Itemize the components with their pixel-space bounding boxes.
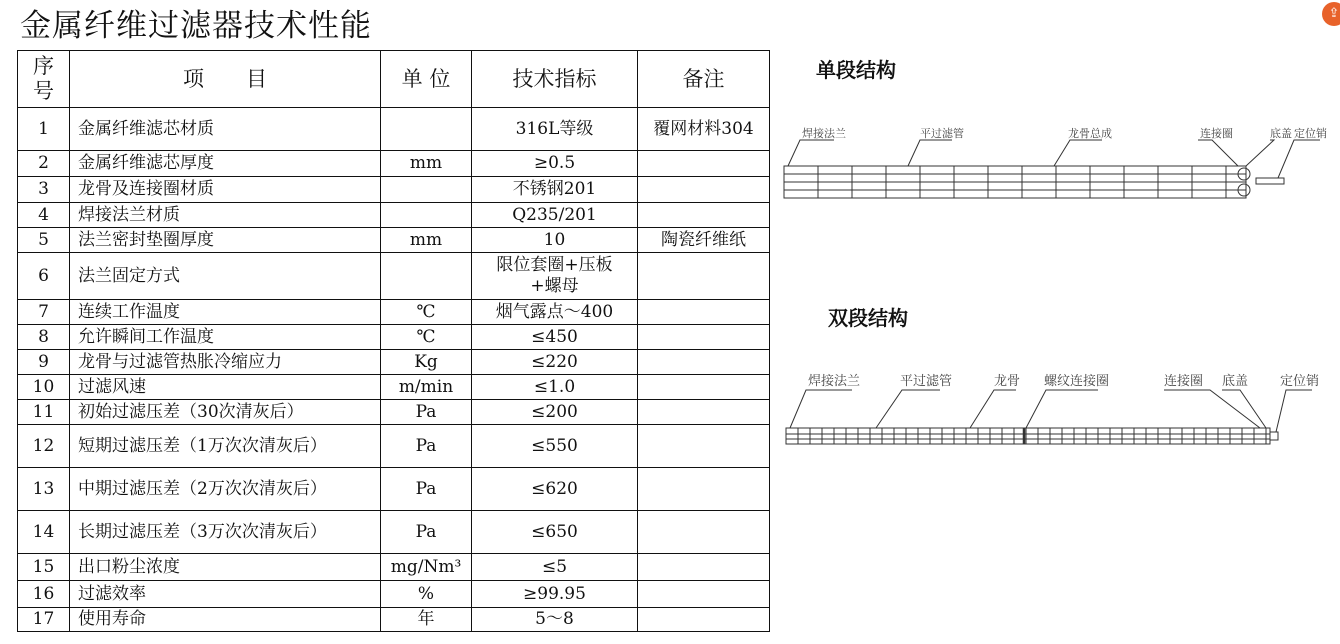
row-number: 11 [18, 400, 70, 425]
table-row [18, 554, 770, 581]
row-number: 1 [18, 108, 70, 151]
table-row [18, 177, 770, 203]
table-row [18, 375, 770, 400]
row-note: 覆网材料304 [638, 108, 770, 151]
row-note [638, 400, 770, 425]
header-item: 项 目 [70, 51, 381, 108]
row-unit [381, 177, 472, 203]
double-section-title: 双段结构 [828, 306, 908, 330]
row-item: 长期过滤压差（3万次次清灰后） [70, 511, 381, 554]
double-label-ring: 连接圈 [1164, 374, 1204, 389]
table-row [18, 350, 770, 375]
double-label-flange: 焊接法兰 [808, 374, 861, 389]
table-row [18, 108, 770, 151]
row-unit: mm [381, 228, 472, 253]
row-unit: Kg [381, 350, 472, 375]
row-spec: ≤200 [472, 400, 638, 425]
row-number: 2 [18, 151, 70, 177]
table-row [18, 400, 770, 425]
double-label-pin: 定位销 [1280, 374, 1320, 389]
row-spec: ≤620 [472, 468, 638, 511]
row-number: 8 [18, 325, 70, 350]
row-spec: 5～8 [472, 608, 638, 632]
row-number: 4 [18, 203, 70, 228]
row-item: 连续工作温度 [70, 300, 381, 325]
row-number: 5 [18, 228, 70, 253]
row-unit: 年 [381, 608, 472, 632]
row-spec: ≥0.5 [472, 151, 638, 177]
row-unit: mm [381, 151, 472, 177]
row-item: 龙骨与过滤管热胀冷缩应力 [70, 350, 381, 375]
row-item: 法兰固定方式 [70, 253, 381, 300]
row-item: 短期过滤压差（1万次次清灰后） [70, 425, 381, 468]
row-item: 使用寿命 [70, 608, 381, 632]
double-label-cage: 龙骨 [994, 374, 1021, 389]
row-spec: ≤5 [472, 554, 638, 581]
row-item: 过滤效率 [70, 581, 381, 608]
row-number: 17 [18, 608, 70, 632]
row-unit: Pa [381, 400, 472, 425]
table-row [18, 300, 770, 325]
row-unit: Pa [381, 425, 472, 468]
row-number: 13 [18, 468, 70, 511]
row-unit [381, 108, 472, 151]
table-row [18, 425, 770, 468]
row-unit [381, 253, 472, 300]
double-label-thread-ring: 螺纹连接圈 [1044, 374, 1110, 389]
row-item: 过滤风速 [70, 375, 381, 400]
row-number: 3 [18, 177, 70, 203]
table-row [18, 581, 770, 608]
page-title: 金属纤维过滤器技术性能 [20, 8, 372, 44]
double-label-cap: 底盖 [1222, 374, 1249, 389]
row-number: 12 [18, 425, 70, 468]
single-label-flange: 焊接法兰 [802, 127, 846, 140]
row-item: 龙骨及连接圈材质 [70, 177, 381, 203]
row-number: 7 [18, 300, 70, 325]
row-unit [381, 203, 472, 228]
table-row [18, 608, 770, 632]
single-label-cage: 龙骨总成 [1068, 127, 1112, 140]
row-unit: Pa [381, 511, 472, 554]
single-label-ring: 连接圈 [1200, 127, 1233, 140]
single-structure-diagram [780, 118, 1330, 208]
table-row [18, 151, 770, 177]
row-spec: 不锈钢201 [472, 177, 638, 203]
row-unit: m/min [381, 375, 472, 400]
header-unit: 单 位 [381, 51, 472, 108]
row-item: 中期过滤压差（2万次次清灰后） [70, 468, 381, 511]
row-note [638, 300, 770, 325]
row-note [638, 375, 770, 400]
row-item: 出口粉尘浓度 [70, 554, 381, 581]
row-number: 16 [18, 581, 70, 608]
row-spec: ≤650 [472, 511, 638, 554]
row-spec: Q235/201 [472, 203, 638, 228]
table-row [18, 325, 770, 350]
row-number: 10 [18, 375, 70, 400]
row-note [638, 151, 770, 177]
row-spec: ≤450 [472, 325, 638, 350]
row-number: 6 [18, 253, 70, 300]
row-note [638, 177, 770, 203]
row-note [638, 325, 770, 350]
row-spec: ≤220 [472, 350, 638, 375]
row-item: 焊接法兰材质 [70, 203, 381, 228]
single-label-pin: 定位销 [1294, 127, 1327, 140]
row-note: 陶瓷纤维纸 [638, 228, 770, 253]
double-structure-diagram [780, 362, 1330, 452]
row-spec: ≤550 [472, 425, 638, 468]
row-item: 允许瞬间工作温度 [70, 325, 381, 350]
row-number: 15 [18, 554, 70, 581]
header-spec: 技术指标 [472, 51, 638, 108]
table-row [18, 511, 770, 554]
table-header-row [18, 51, 770, 108]
row-spec: 316L等级 [472, 108, 638, 151]
table-row [18, 468, 770, 511]
row-number: 14 [18, 511, 70, 554]
row-note [638, 253, 770, 300]
row-unit: Pa [381, 468, 472, 511]
row-item: 金属纤维滤芯材质 [70, 108, 381, 151]
double-label-tube: 平过滤管 [900, 374, 953, 389]
row-spec: 限位套圈+压板+螺母 [472, 253, 638, 300]
row-note [638, 468, 770, 511]
table-row [18, 228, 770, 253]
row-note [638, 608, 770, 632]
row-note [638, 425, 770, 468]
spec-table [17, 50, 770, 632]
header-note: 备注 [638, 51, 770, 108]
table-row [18, 203, 770, 228]
row-number: 9 [18, 350, 70, 375]
single-section-title: 单段结构 [816, 58, 896, 82]
row-unit: ℃ [381, 300, 472, 325]
single-label-tube: 平过滤管 [920, 127, 964, 140]
row-item: 金属纤维滤芯厚度 [70, 151, 381, 177]
row-spec: 10 [472, 228, 638, 253]
row-note [638, 203, 770, 228]
row-note [638, 511, 770, 554]
row-spec: ≥99.95 [472, 581, 638, 608]
row-unit: % [381, 581, 472, 608]
row-spec: 烟气露点～400 [472, 300, 638, 325]
row-unit: ℃ [381, 325, 472, 350]
row-note [638, 581, 770, 608]
row-spec: ≤1.0 [472, 375, 638, 400]
row-item: 初始过滤压差（30次清灰后） [70, 400, 381, 425]
row-note [638, 554, 770, 581]
single-label-cap: 底盖 [1270, 127, 1292, 140]
row-item: 法兰密封垫圈厚度 [70, 228, 381, 253]
row-unit: mg/Nm³ [381, 554, 472, 581]
header-no: 序 号 [18, 51, 70, 108]
document-badge-icon[interactable]: ⇪ [1322, 2, 1340, 26]
row-note [638, 350, 770, 375]
table-row [18, 253, 770, 300]
